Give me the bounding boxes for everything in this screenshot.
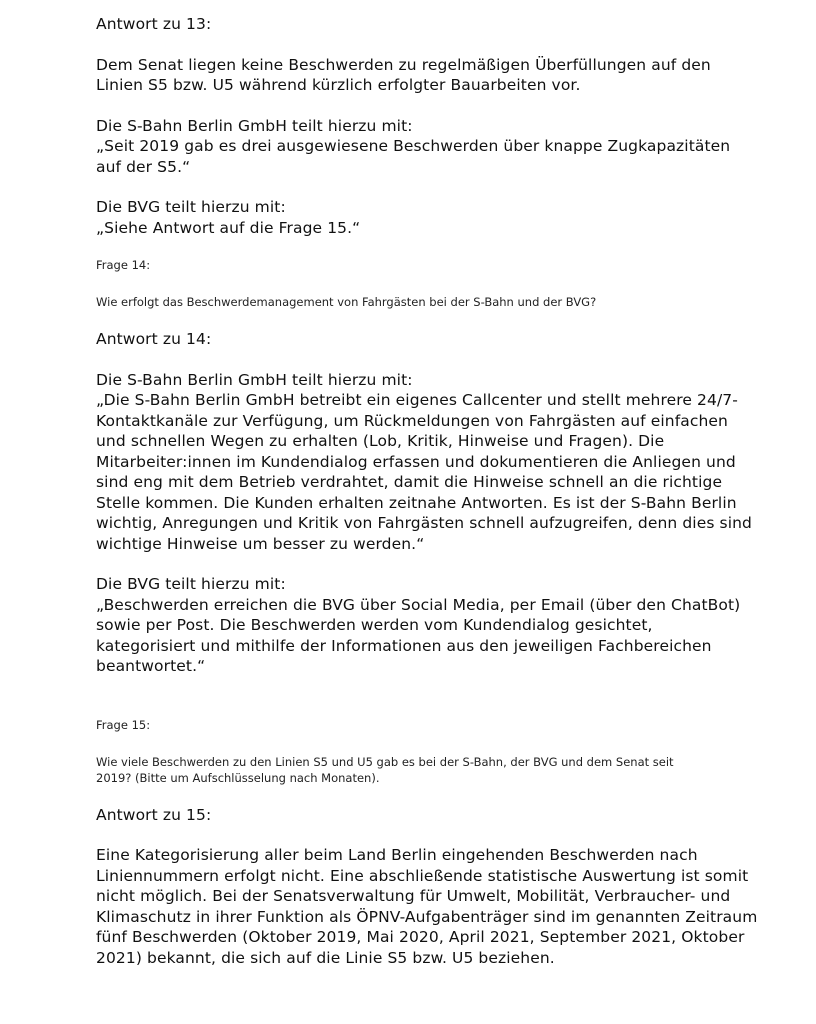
text-line: Wie viele Beschwerden zu den Linien S5 und U5 gab es bei der S-Bahn, der BVG und dem Senat seit: [96, 754, 674, 769]
answer-14-heading: [96, 329, 776, 350]
text-line: Antwort zu 14:: [96, 330, 212, 348]
text-line: Wie erfolgt das Beschwerdemanagement von Fahrgästen bei der S-Bahn und der BVG?: [96, 295, 597, 309]
text-line: Antwort zu 13:: [96, 15, 212, 33]
text-line: nicht möglich. Bei der Senatsverwaltung für Umwelt, Mobilität, Verbraucher- und: [96, 887, 731, 905]
text-line: kategorisiert und mithilfe der Informationen aus den jeweiligen Fachbereichen: [96, 636, 712, 655]
answer-13-paragraph-3: [96, 197, 776, 238]
text-line: Frage 15:: [96, 717, 151, 732]
text-line: 2019? (Bitte um Aufschlüsselung nach Monaten).: [96, 770, 380, 785]
text-line: wichtige Hinweise um besser zu werden.“: [96, 534, 425, 553]
text-line: auf der S5.“: [96, 157, 191, 176]
text-line: sowie per Post. Die Beschwerden werden vom Kundendialog gesichtet,: [96, 616, 653, 634]
text-line: sind eng mit dem Betrieb verdrahtet, damit die Hinweise schnell an die richtige: [96, 473, 723, 491]
text-line: Stelle kommen. Die Kunden erhalten zeitnahe Antworten. Es ist der S-Bahn Berlin: [96, 493, 737, 512]
text-line: fünf Beschwerden (Oktober 2019, Mai 2020, April 2021, September 2021, Oktober: [96, 928, 745, 946]
question-15-text: [96, 754, 776, 786]
text-line: Liniennummern erfolgt nicht. Eine abschließende statistische Auswertung ist somit: [96, 866, 749, 885]
answer-13-heading: [96, 14, 776, 35]
answer-14-paragraph-2: [96, 574, 776, 677]
text-line: und schnellen Wegen zu erhalten (Lob, Kritik, Hinweise und Fragen). Die: [96, 432, 665, 450]
answer-15-paragraph-1: [96, 845, 776, 968]
text-line: Kontaktkanäle zur Verfügung, um Rückmeldungen von Fahrgästen auf einfachen: [96, 411, 728, 430]
text-line: Frage 14:: [96, 258, 151, 272]
text-line: Linien S5 bzw. U5 während kürzlich erfolgter Bauarbeiten vor.: [96, 76, 581, 94]
answer-13-paragraph-1: [96, 55, 776, 96]
answer-13-paragraph-2: [96, 116, 776, 178]
text-line: Eine Kategorisierung aller beim Land Berlin eingehenden Beschwerden nach: [96, 846, 698, 864]
question-14-label: [96, 257, 776, 273]
question-14-text: [96, 294, 776, 310]
text-line: Antwort zu 15:: [96, 805, 212, 824]
text-line: Die BVG teilt hierzu mit:: [96, 575, 286, 593]
text-line: beantwortet.“: [96, 657, 206, 675]
text-line: Die S-Bahn Berlin GmbH teilt hierzu mit:: [96, 370, 413, 389]
text-line: „Siehe Antwort auf die Frage 15.“: [96, 218, 361, 237]
text-line: 2021) bekannt, die sich auf die Linie S5 bzw. U5 beziehen.: [96, 948, 555, 967]
document-page: [96, 14, 776, 968]
answer-14-paragraph-1: [96, 370, 776, 555]
text-line: Mitarbeiter:innen im Kundendialog erfassen und dokumentieren die Anliegen und: [96, 452, 736, 471]
answer-15-heading: [96, 805, 776, 826]
text-line: Die BVG teilt hierzu mit:: [96, 198, 286, 216]
text-line: „Seit 2019 gab es drei ausgewiesene Beschwerden über knappe Zugkapazitäten: [96, 137, 731, 155]
text-line: Dem Senat liegen keine Beschwerden zu regelmäßigen Überfüllungen auf den: [96, 55, 711, 74]
text-line: Die S-Bahn Berlin GmbH teilt hierzu mit:: [96, 116, 413, 135]
text-line: „Beschwerden erreichen die BVG über Social Media, per Email (über den ChatBot): [96, 595, 741, 614]
question-15-label: [96, 717, 776, 733]
text-line: wichtig, Anregungen und Kritik von Fahrgästen schnell aufzugreifen, denn dies sind: [96, 514, 752, 532]
text-line: Klimaschutz in ihrer Funktion als ÖPNV-Aufgabenträger sind im genannten Zeitraum: [96, 907, 758, 926]
text-line: „Die S-Bahn Berlin GmbH betreibt ein eigenes Callcenter und stellt mehrere 24/7-: [96, 391, 738, 409]
